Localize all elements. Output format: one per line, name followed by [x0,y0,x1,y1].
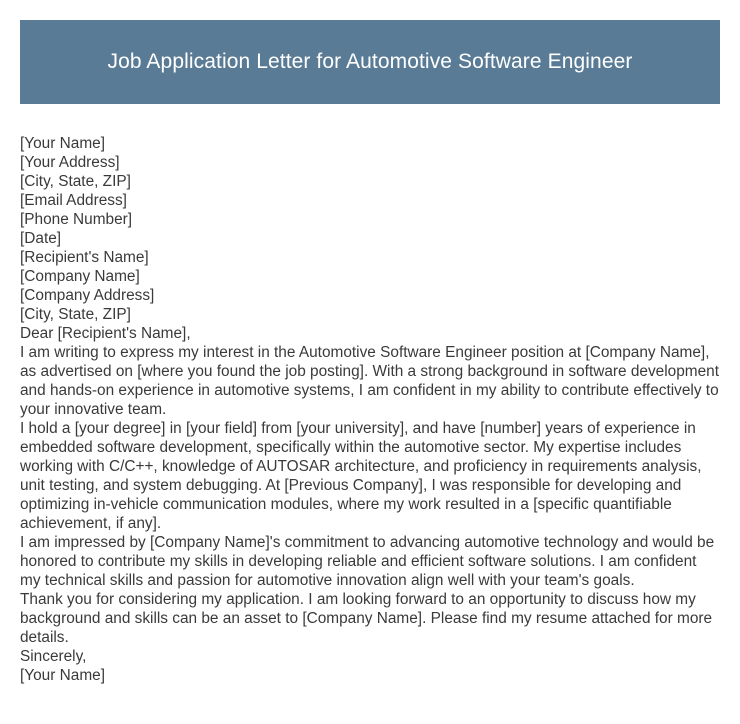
title-banner [20,20,720,104]
signature: [Your Name] [20,667,105,684]
closing: Sincerely, [20,648,87,665]
recipient-name: [Recipient's Name] [20,249,149,266]
recipient-company-address: [Company Address] [20,287,155,304]
letter-date: [Date] [20,230,62,247]
paragraph-motivation: I am impressed by [Company Name]'s commitment to advancing automotive technology and would be honored to contribute my skills in developing reliable and efficient software solutions. I am confident my technical skills and passion for automotive innovation align well with your team's goals. [20,534,715,589]
sender-phone: [Phone Number] [20,211,133,228]
sender-address: [Your Address] [20,154,120,171]
letter-body [20,134,720,685]
recipient-company: [Company Name] [20,268,140,285]
sender-name: [Your Name] [20,135,105,152]
sender-email: [Email Address] [20,192,127,209]
paragraph-closing: Thank you for considering my application. I am looking forward to an opportunity to discuss how my background and skills can be an asset to [Company Name]. Please find my resume attached for more details. [20,591,713,646]
paragraph-intro: I am writing to express my interest in the Automotive Software Engineer position at [Company Name], as advertised on [where you found the job posting]. With a strong background in software development and hands-on experience in automotive systems, I am confident in my ability to contribute effectively to your innovative team. [20,344,719,418]
sender-city-state-zip: [City, State, ZIP] [20,173,131,190]
page-title: Job Application Letter for Automotive Software Engineer [107,50,633,73]
paragraph-qualifications: I hold a [your degree] in [your field] from [your university], and have [number] years of experience in embedded software development, specifically within the automotive sector. My expertise includes working with C/C++, knowledge of AUTOSAR architecture, and proficiency in requirements analysis, unit testing, and system debugging. At [Previous Company], I was responsible for developing and optimizing in-vehicle communication modules, where my work resulted in a [specific quantifiable achievement, if any]. [20,420,702,532]
salutation: Dear [Recipient's Name], [20,325,191,342]
recipient-city-state-zip: [City, State, ZIP] [20,306,131,323]
